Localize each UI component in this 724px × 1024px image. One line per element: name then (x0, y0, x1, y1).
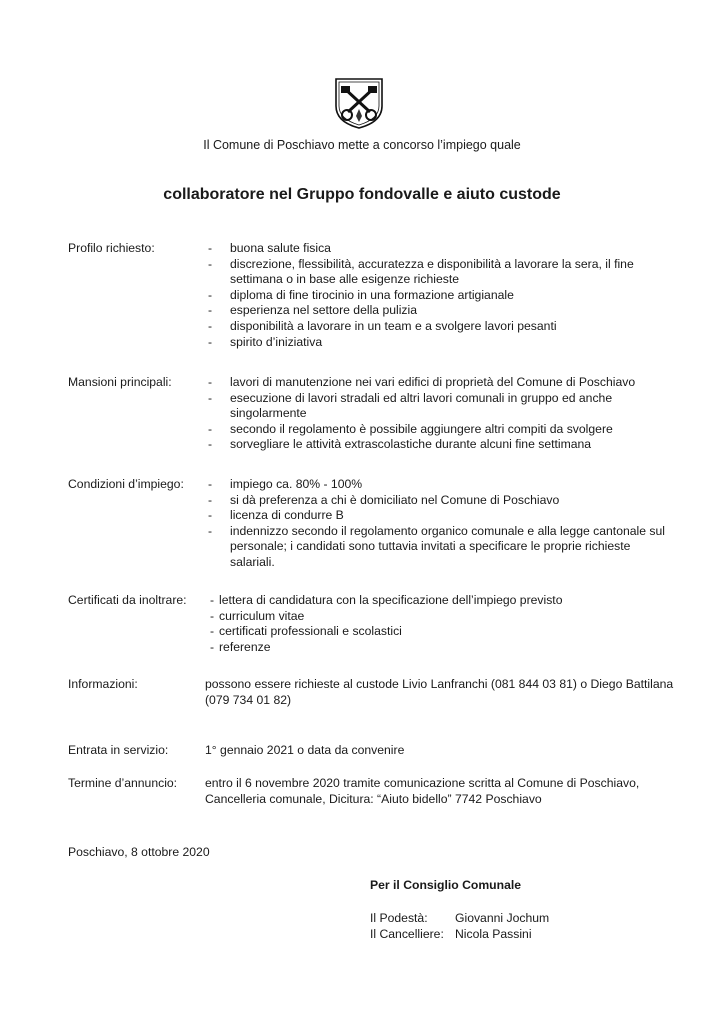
condizioni-list (205, 477, 665, 571)
list-item: - spirito d’iniziativa (208, 334, 323, 349)
list-item: - impiego ca. 80% - 100% (208, 477, 363, 491)
list-item: - disponibilità a lavorare in un team e a svolgere lavori pesanti (208, 318, 557, 333)
job-title: collaboratore nel Gruppo fondovalle e aiuto custode (163, 186, 561, 203)
list-item: - lettera di candidatura con la specificazione dell’impiego previsto (210, 593, 563, 607)
entrata-text: 1° gennaio 2021 o data da convenire (205, 743, 405, 757)
crossed-keys-icon (330, 76, 388, 130)
mansioni-list (205, 375, 665, 453)
informazioni-text: possono essere richieste al custode Livio Lanfranchi (081 844 03 81) o Diego Battilana (079 734 01 82) (205, 677, 674, 707)
signatory-role: Il Cancelliere: (370, 927, 444, 941)
certificati-list (205, 593, 665, 655)
section-label: Certificati da inoltrare: (68, 593, 187, 607)
section-label: Mansioni principali: (68, 375, 172, 389)
list-item: - sorvegliare le attività extrascolastiche durante alcuni fine settimana (208, 437, 592, 452)
section-label: Condizioni d’impiego: (68, 477, 184, 491)
list-item: - curriculum vitae (210, 608, 305, 623)
section-label: Entrata in servizio: (68, 743, 169, 757)
signatory-name: Nicola Passini (455, 927, 532, 941)
signatory-name: Giovanni Jochum (455, 911, 550, 925)
list-item: - discrezione, flessibilità, accuratezza e disponibilità a lavorare la sera, il fine settimana o in base alle esigenze richieste (208, 256, 634, 287)
place-date: Poschiavo, 8 ottobre 2020 (68, 845, 210, 859)
termine-text: entro il 6 novembre 2020 tramite comunicazione scritta al Comune di Poschiavo, Cancelleria comunale, Dicitura: “Aiuto bidello” 7742 Poschiavo (205, 776, 640, 806)
list-item: - licenza di condurre B (208, 508, 344, 523)
section-label: Profilo richiesto: (68, 241, 155, 255)
section-label: Informazioni: (68, 677, 138, 691)
list-item: - certificati professionali e scolastici (210, 624, 402, 639)
list-item: - esperienza nel settore della pulizia (208, 303, 417, 318)
list-item: - si dà preferenza a chi è domiciliato nel Comune di Poschiavo (208, 492, 560, 507)
list-item: - secondo il regolamento è possibile aggiungere altri compiti da svolgere (208, 421, 613, 436)
list-item: - esecuzione di lavori stradali ed altri lavori comunali in gruppo ed anche singolarmente (208, 390, 613, 421)
coat-of-arms-icon (330, 76, 388, 130)
profilo-list (205, 241, 665, 350)
list-item: - lavori di manutenzione nei vari edifici di proprietà del Comune di Poschiavo (208, 375, 636, 389)
council-heading: Per il Consiglio Comunale (370, 878, 522, 892)
list-item: - indennizzo secondo il regolamento organico comunale e alla legge cantonale sul personale; i candidati sono tuttavia invitati a specificare le proprie richieste salariali. (208, 523, 665, 569)
signatory-role: Il Podestà: (370, 911, 428, 925)
list-item: - diploma di fine tirocinio in una formazione artigianale (208, 287, 514, 302)
intro-text: Il Comune di Poschiavo mette a concorso l’impiego quale (203, 138, 521, 152)
list-item: - buona salute fisica (208, 241, 331, 255)
section-label: Termine d’annuncio: (68, 776, 178, 790)
list-item: - referenze (210, 639, 271, 654)
